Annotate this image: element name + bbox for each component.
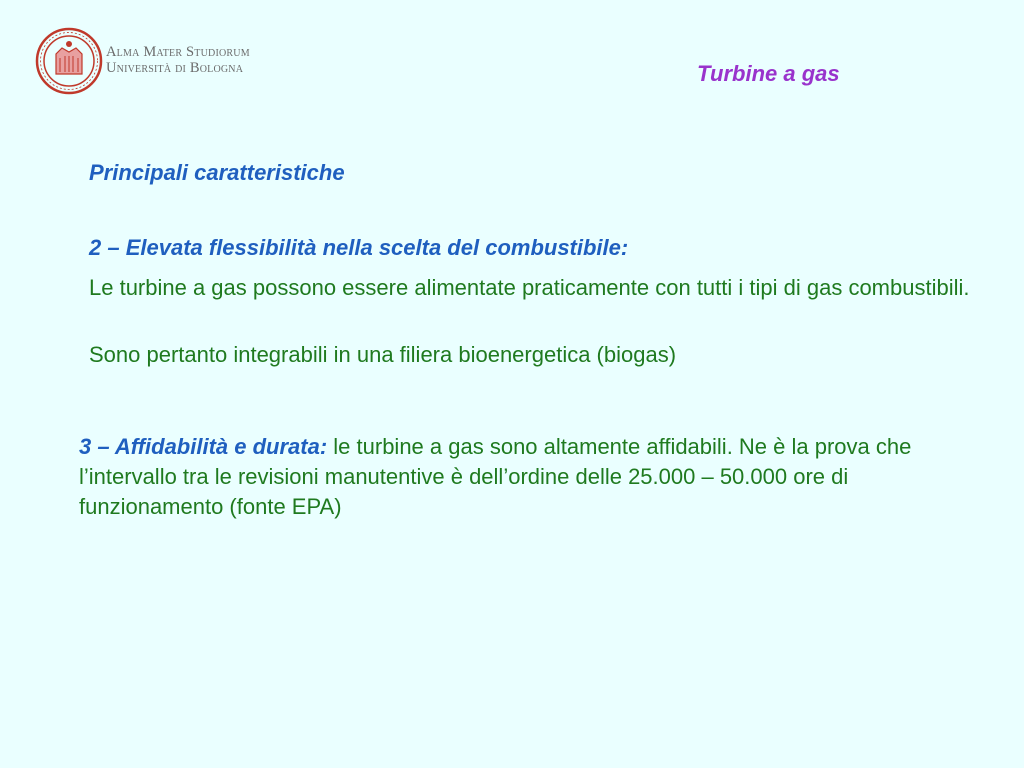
logo-wordmark	[106, 44, 250, 76]
slide-title: Turbine a gas	[697, 61, 840, 86]
university-seal-icon	[34, 26, 104, 96]
logo-line-1: Alma Mater Studiorum	[106, 44, 250, 60]
section-2-paragraph-2: Sono pertanto integrabili in una filiera bioenergetica (biogas)	[89, 342, 677, 367]
section-3-text: le turbine a gas sono altamente affidabili. Ne è la prova che l’intervallo tra le revisioni manutentive è dell’ordine delle 25.000 – 50.000 ore di funzionamento (fonte EPA)	[79, 434, 912, 519]
section-heading: Principali caratteristiche	[89, 160, 345, 185]
section-2-title: 2 – Elevata flessibilità nella scelta del combustibile:	[89, 235, 629, 260]
section-2-paragraph-1: Le turbine a gas possono essere alimentate praticamente con tutti i tipi di gas combustibili.	[89, 275, 970, 300]
logo-line-2: Università di Bologna	[106, 60, 244, 76]
university-logo	[34, 26, 304, 96]
section-3	[79, 432, 984, 522]
section-3-title: 3 – Affidabilità e durata:	[79, 434, 328, 459]
